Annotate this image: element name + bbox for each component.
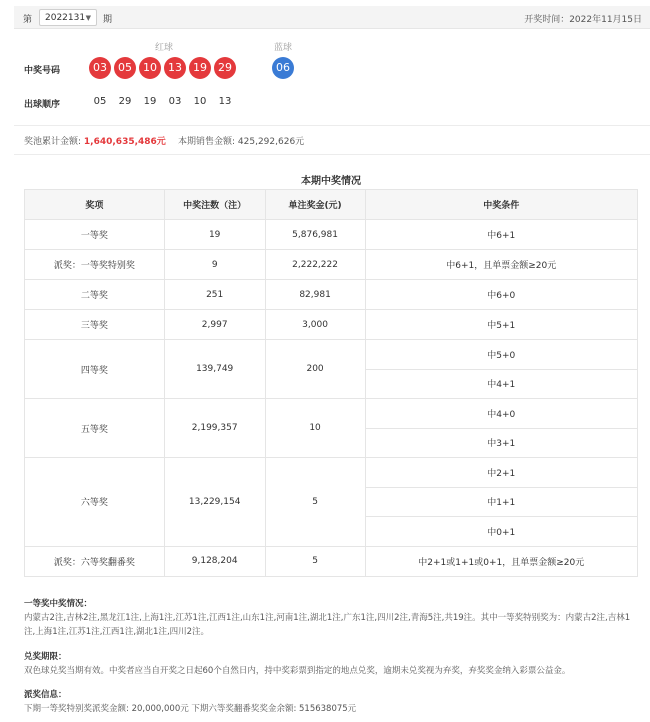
deadline-text: 双色球兑奖当期有效。中奖者应当自开奖之日起60个自然日内，持中奖彩票到指定的地点兑奖，逾期未兑奖视为弃奖，弃奖奖金纳入彩票公益金。	[24, 666, 571, 676]
issue-value: 2022131	[45, 13, 86, 23]
draw-order-number: 10	[193, 96, 207, 107]
draw-date: 开奖时间：2022年11月15日	[524, 15, 642, 25]
prize-amount: 200	[265, 340, 365, 399]
win-condition: 中5+1	[365, 310, 638, 340]
pool-label: 奖池累计金额:	[24, 137, 82, 147]
sales-label: 本期销售金额:	[178, 137, 236, 147]
red-ball-header: 红球	[155, 43, 174, 53]
draw-order-number: 05	[93, 96, 107, 107]
win-condition: 中6+1，且单票金额≥20元	[365, 250, 638, 280]
draw-order-label: 出球顺序	[24, 100, 61, 110]
column-header: 单注奖金(元)	[265, 190, 365, 220]
prize-name: 一等奖	[25, 220, 165, 250]
blue-ball-header: 蓝球	[274, 43, 293, 53]
issue-prefix: 第	[23, 15, 33, 25]
win-condition: 中1+1	[365, 487, 638, 517]
draw-order-number: 13	[218, 96, 232, 107]
bonus-text: 下期一等奖特别奖派奖金额: 20,000,000元 下期六等奖翻番奖奖金余额: 515638075元	[24, 704, 357, 714]
blue-ball: 06	[272, 57, 294, 79]
winner-count: 251	[164, 280, 265, 310]
issue-suffix: 期	[103, 15, 113, 25]
deadline-info	[24, 650, 640, 678]
winner-count: 9	[164, 250, 265, 280]
prize-table-title: 本期中奖情况	[301, 176, 361, 187]
chevron-down-icon: ▼	[85, 14, 91, 22]
table-header-row	[25, 190, 638, 220]
deadline-heading: 兑奖期限：	[24, 652, 67, 662]
bonus-heading: 派奖信息：	[24, 690, 67, 700]
first-prize-text: 内蒙古2注,吉林2注,黑龙江1注,上海1注,江苏1注,江西1注,山东1注,河南1注,湖北1注,广东1注,四川2注,青海5注,共19注。其中一等奖特别奖为：内蒙古2注,吉林1注,上海1注,江苏1注,江西1注,湖北1注,四川2注。	[24, 613, 631, 637]
red-ball: 03	[89, 57, 111, 79]
draw-order-number: 29	[118, 96, 132, 107]
winner-count: 2,199,357	[164, 399, 265, 458]
prize-name: 派奖：一等奖特别奖	[25, 250, 165, 280]
table-row	[25, 399, 638, 429]
column-header: 中奖条件	[365, 190, 638, 220]
prize-amount: 5	[265, 546, 365, 576]
prize-name: 派奖：六等奖翻番奖	[25, 546, 165, 576]
table-row	[25, 280, 638, 310]
red-ball: 10	[139, 57, 161, 79]
win-condition: 中6+1	[365, 220, 638, 250]
sales-amount-block	[178, 134, 304, 147]
issue-select[interactable]	[39, 9, 97, 26]
bonus-info	[24, 688, 640, 716]
prize-name: 二等奖	[25, 280, 165, 310]
jackpot-pool	[24, 134, 166, 147]
prize-amount: 3,000	[265, 310, 365, 340]
first-prize-info	[24, 597, 640, 639]
pool-amount: 1,640,635,486元	[83, 137, 166, 147]
win-condition: 中0+1	[365, 517, 638, 547]
prize-name: 五等奖	[25, 399, 165, 458]
issue-bar	[14, 6, 650, 29]
table-row	[25, 310, 638, 340]
win-condition: 中2+1	[365, 458, 638, 488]
table-row	[25, 458, 638, 488]
win-condition: 中4+0	[365, 399, 638, 429]
prize-amount: 5,876,981	[265, 220, 365, 250]
sales-amount: 425,292,626元	[237, 137, 305, 147]
table-row	[25, 340, 638, 370]
prize-amount: 2,222,222	[265, 250, 365, 280]
divider	[14, 154, 650, 155]
prize-name: 六等奖	[25, 458, 165, 547]
win-condition: 中4+1	[365, 369, 638, 399]
prize-amount: 10	[265, 399, 365, 458]
prize-table	[24, 189, 638, 577]
win-condition: 中2+1或1+1或0+1，且单票金额≥20元	[365, 546, 638, 576]
red-ball: 19	[189, 57, 211, 79]
table-row	[25, 220, 638, 250]
winner-count: 2,997	[164, 310, 265, 340]
winner-count: 139,749	[164, 340, 265, 399]
win-condition: 中5+0	[365, 340, 638, 370]
divider	[14, 125, 650, 126]
red-ball: 05	[114, 57, 136, 79]
prize-name: 三等奖	[25, 310, 165, 340]
winner-count: 19	[164, 220, 265, 250]
winning-numbers-label: 中奖号码	[24, 66, 61, 76]
red-ball: 13	[164, 57, 186, 79]
red-ball: 29	[214, 57, 236, 79]
win-condition: 中3+1	[365, 428, 638, 458]
prize-name: 四等奖	[25, 340, 165, 399]
table-row	[25, 546, 638, 576]
winner-count: 13,229,154	[164, 458, 265, 547]
prize-amount: 5	[265, 458, 365, 547]
column-header: 中奖注数（注）	[164, 190, 265, 220]
draw-order-number: 19	[143, 96, 157, 107]
win-condition: 中6+0	[365, 280, 638, 310]
table-row	[25, 250, 638, 280]
winner-count: 9,128,204	[164, 546, 265, 576]
first-prize-heading: 一等奖中奖情况：	[24, 599, 93, 609]
column-header: 奖项	[25, 190, 165, 220]
draw-order-number: 03	[168, 96, 182, 107]
prize-amount: 82,981	[265, 280, 365, 310]
